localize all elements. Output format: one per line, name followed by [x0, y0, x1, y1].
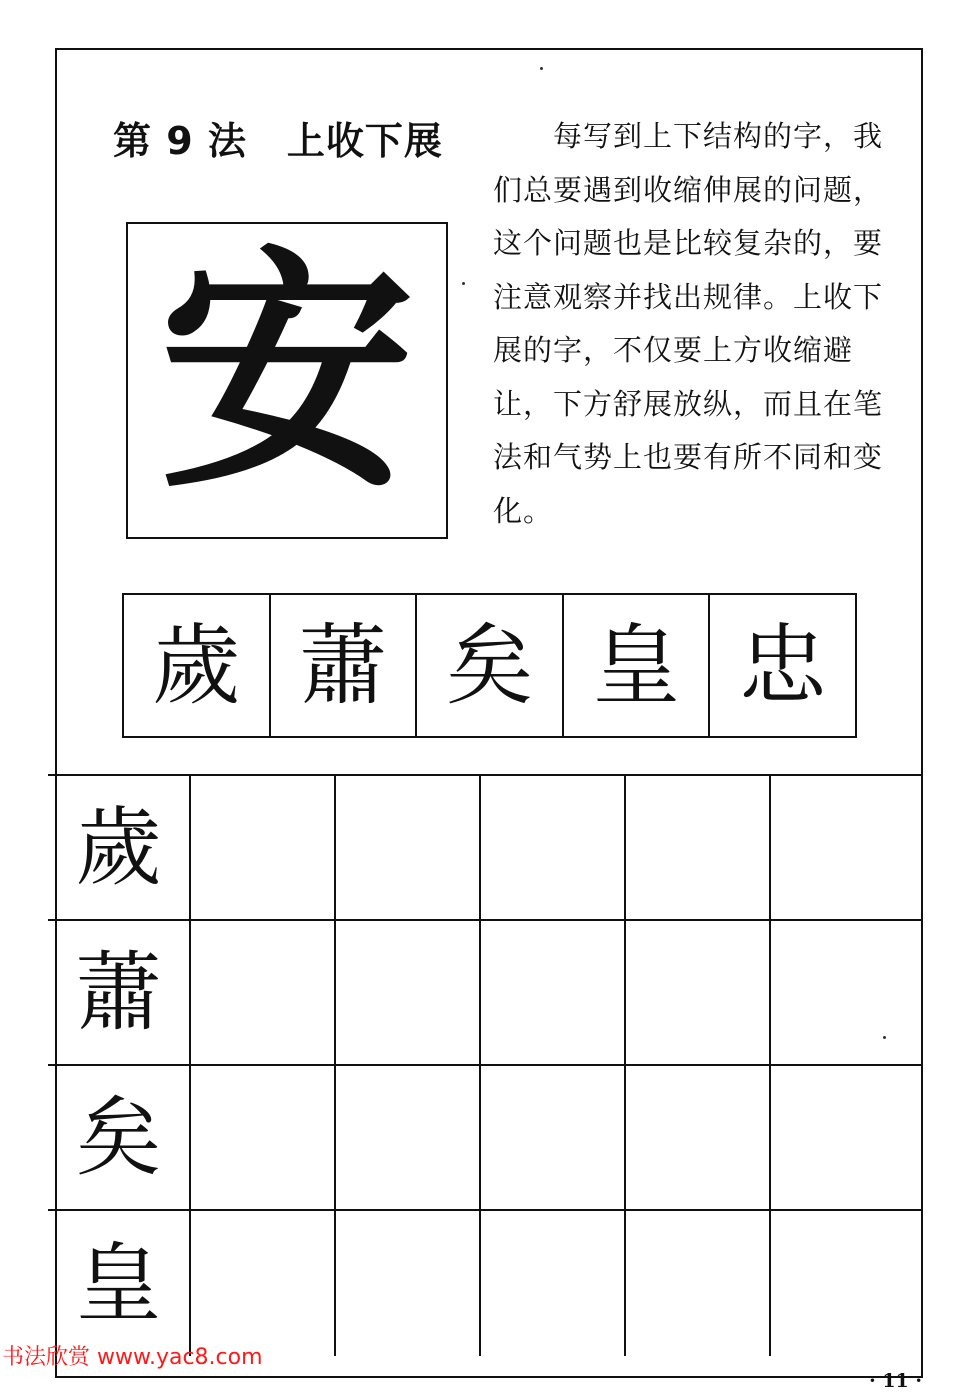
practice-cell[interactable]: [336, 776, 481, 919]
practice-cell[interactable]: [481, 1066, 626, 1209]
practice-cell[interactable]: [626, 921, 771, 1064]
example-characters-row: [122, 593, 857, 738]
practice-cell[interactable]: [771, 921, 923, 1064]
speck: [540, 67, 543, 70]
practice-model-character: 皇: [48, 1211, 191, 1356]
practice-row: [48, 921, 923, 1066]
lesson-subtitle: 上收下展: [286, 119, 443, 163]
practice-row: [48, 1066, 923, 1211]
practice-cell[interactable]: [771, 1211, 923, 1356]
lesson-number: 第 9 法: [113, 119, 247, 163]
practice-row: [48, 1211, 923, 1356]
practice-cell[interactable]: [481, 921, 626, 1064]
practice-cell[interactable]: [481, 776, 626, 919]
practice-cell[interactable]: [336, 1211, 481, 1356]
practice-cell[interactable]: [771, 776, 923, 919]
practice-model-character: 蕭: [48, 921, 191, 1064]
practice-cell[interactable]: [191, 1066, 336, 1209]
practice-cell[interactable]: [626, 1211, 771, 1356]
lesson-description: 每写到上下结构的字，我们总要遇到收缩伸展的问题，这个问题也是比较复杂的，要注意观察并找出规律。上收下展的字，不仅要上方收缩避让，下方舒展放纵，而且在笔法和气势上也要有所不同和变化。: [493, 119, 884, 528]
practice-cell[interactable]: [191, 776, 336, 919]
example-character: 矣: [417, 595, 564, 736]
practice-model-character: 矣: [48, 1066, 191, 1209]
practice-row: [48, 776, 923, 921]
practice-cell[interactable]: [336, 921, 481, 1064]
main-character: 安: [159, 226, 415, 523]
practice-cell[interactable]: [481, 1211, 626, 1356]
practice-grid: [48, 774, 923, 1354]
example-character: 忠: [738, 613, 827, 717]
practice-cell[interactable]: [771, 1066, 923, 1209]
example-character: 歲: [124, 595, 271, 736]
page-number: · 11 ·: [869, 1370, 922, 1392]
lesson-title: [113, 110, 443, 165]
watermark: 书法欣赏 www.yac8.com: [2, 1345, 263, 1370]
practice-cell[interactable]: [191, 921, 336, 1064]
example-character: 皇: [564, 595, 711, 736]
practice-cell[interactable]: [336, 1066, 481, 1209]
practice-model-character: 歲: [48, 776, 191, 919]
speck: [883, 1036, 886, 1039]
example-character: 蕭: [271, 595, 418, 736]
speck: [462, 282, 465, 285]
main-character-box: [126, 222, 448, 539]
practice-cell[interactable]: [191, 1211, 336, 1356]
practice-cell[interactable]: [626, 776, 771, 919]
practice-cell[interactable]: [626, 1066, 771, 1209]
